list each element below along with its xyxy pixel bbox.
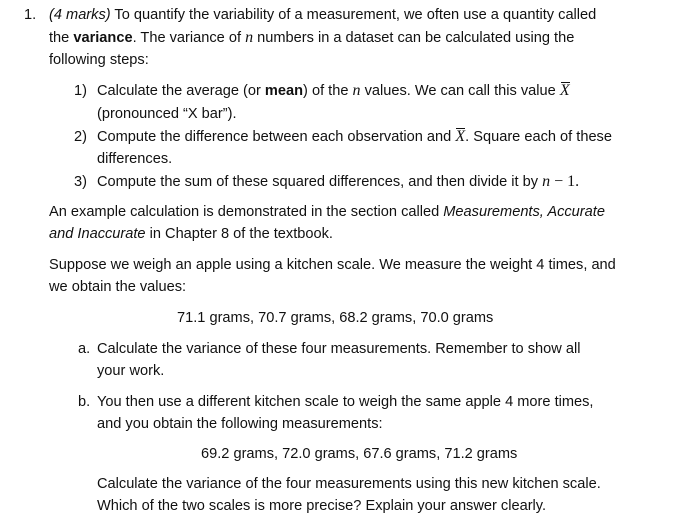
step-2-line-1 (97, 126, 612, 148)
math-n: n (352, 82, 361, 99)
intro-text-2d: numbers in a dataset can be calculated using the (253, 30, 575, 46)
intro-line-2 (49, 27, 574, 49)
part-b-line-2: and you obtain the following measurements: (97, 416, 383, 432)
intro-text-1: To quantify the variability of a measurement, we often use a quantity called (110, 7, 597, 23)
step-1-text-a: Calculate the average (or (97, 83, 265, 99)
math-n: n (542, 173, 551, 190)
step-1-line-2: (pronounced “X bar”). (97, 106, 237, 122)
measurements-scale-1: 71.1 grams, 70.7 grams, 68.2 grams, 70.0 grams (177, 310, 494, 326)
part-b-line-3: Calculate the variance of the four measurements using this new kitchen scale. (97, 476, 601, 492)
step-2-number: 2) (74, 129, 87, 145)
scenario-line-2: we obtain the values: (49, 279, 187, 295)
question-number: 1. (24, 7, 37, 23)
intro-line-3: following steps: (49, 52, 149, 68)
math-x-bar: X (455, 126, 465, 148)
part-b-line-1: You then use a different kitchen scale to weigh the same apple 4 more times, (97, 394, 594, 410)
part-b-line-4: Which of the two scales is more precise? Explain your answer clearly. (97, 498, 547, 514)
step-3-number: 3) (74, 174, 87, 190)
mean-term: mean (264, 83, 304, 99)
step-3-line-1 (97, 171, 579, 193)
step-2-line-2: differences. (97, 151, 173, 167)
part-a-line-1: Calculate the variance of these four measurements. Remember to show all (97, 341, 581, 357)
step-3-text-a: Compute the sum of these squared differences, and then divide it by (97, 174, 543, 190)
step-1-text-c: ) of the (303, 83, 353, 99)
variance-term: variance (73, 30, 133, 46)
intro-line-1 (49, 4, 596, 26)
measurements-scale-2: 69.2 grams, 72.0 grams, 67.6 grams, 71.2 grams (201, 446, 518, 462)
section-title-part-1: Measurements, Accurate (443, 204, 605, 220)
marks-label: (4 marks) (49, 7, 111, 23)
step-1-line-1 (97, 80, 570, 102)
math-x-bar: X (560, 80, 570, 102)
scenario-line-1: Suppose we weigh an apple using a kitchen scale. We measure the weight 4 times, and (49, 257, 616, 273)
example-text-2b: in Chapter 8 of the textbook. (145, 226, 333, 242)
step-1-text-d: values. We can call this value (360, 83, 560, 99)
example-line-2 (49, 223, 333, 245)
step-1-number: 1) (74, 83, 87, 99)
part-b-label: b. (78, 394, 91, 410)
section-title-part-2: and Inaccurate (49, 226, 146, 242)
part-a-line-2: your work. (97, 363, 165, 379)
math-n: n (245, 29, 254, 46)
step-3-text-b: − 1. (550, 173, 580, 190)
intro-text-2a: the (49, 30, 74, 46)
example-text-1a: An example calculation is demonstrated in the section called (49, 204, 444, 220)
example-line-1 (49, 201, 605, 223)
intro-text-2c: . The variance of (132, 30, 246, 46)
step-2-text-b: . Square each of these (465, 129, 612, 145)
part-a-label: a. (78, 341, 91, 357)
step-2-text-a: Compute the difference between each observation and (97, 129, 456, 145)
